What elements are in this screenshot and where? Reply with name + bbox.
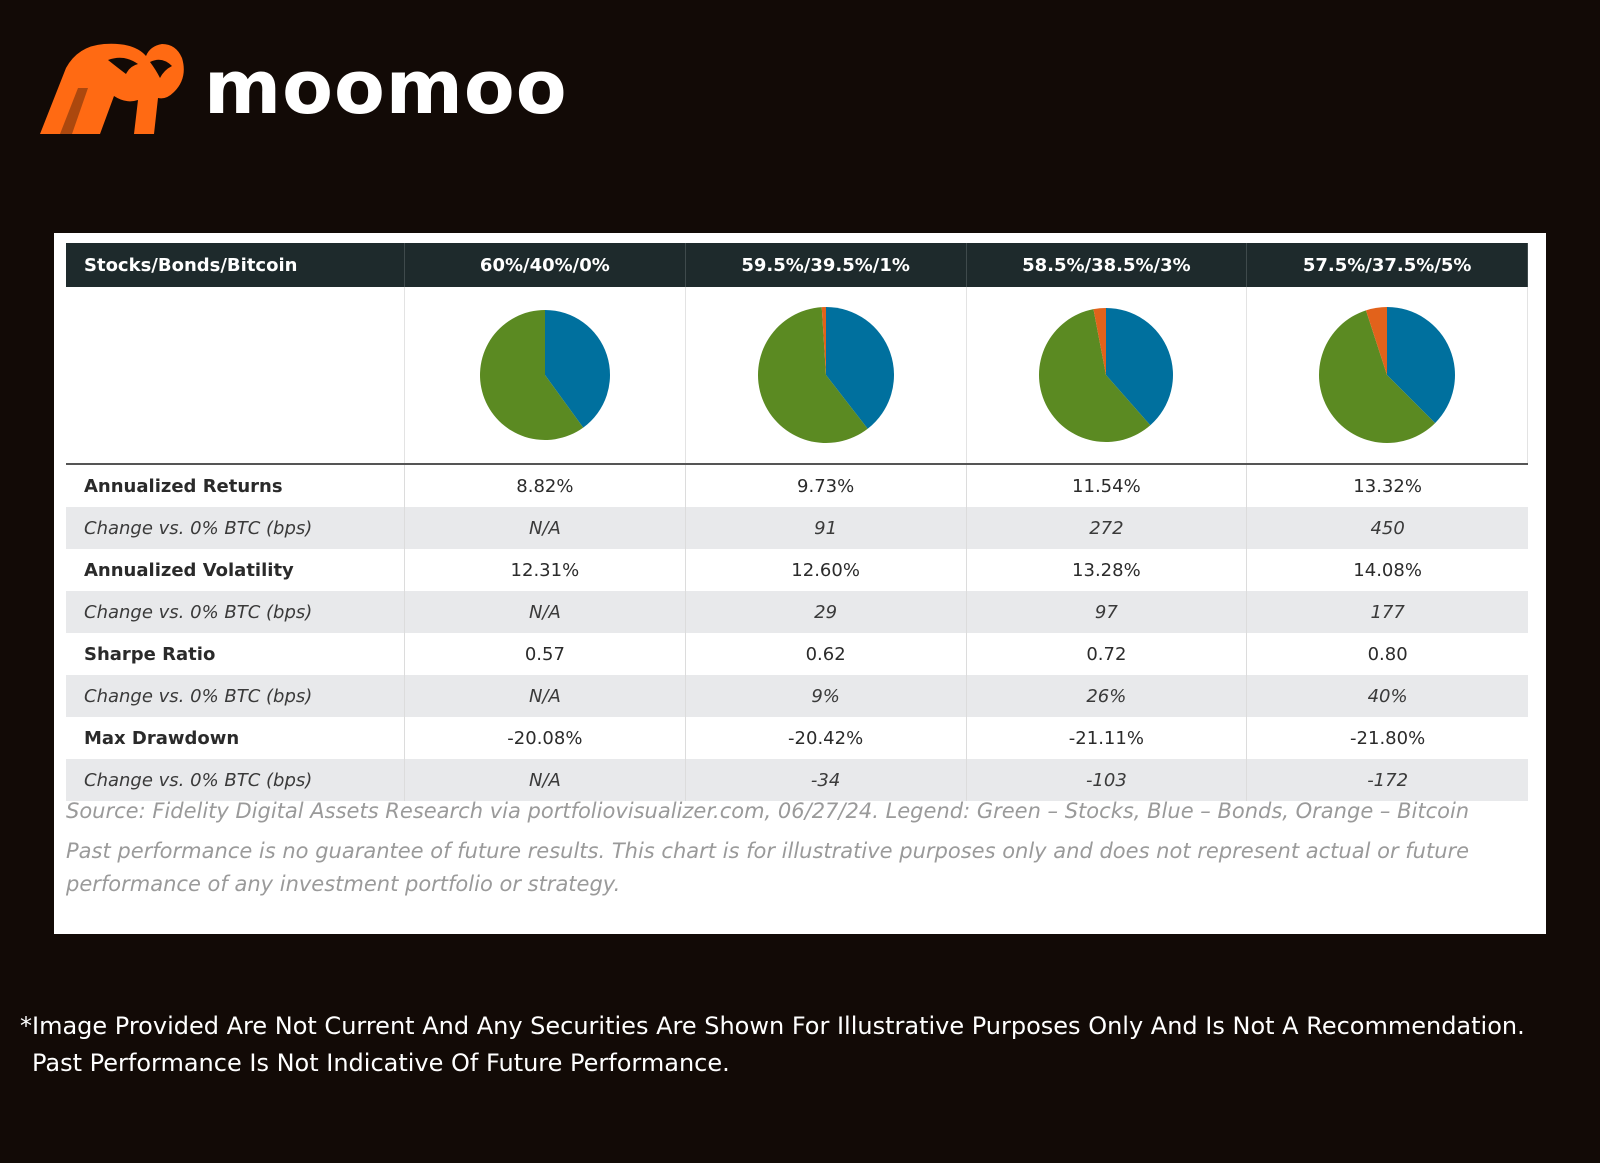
table-row bbox=[66, 591, 1528, 633]
value-cell: -103 bbox=[967, 759, 1248, 801]
chart-notes bbox=[66, 795, 1506, 901]
value-cell: 91 bbox=[686, 507, 967, 549]
header-portfolio-4: 57.5%/37.5%/5% bbox=[1247, 243, 1528, 287]
row-label: Change vs. 0% BTC (bps) bbox=[66, 759, 405, 801]
row-label: Annualized Returns bbox=[66, 465, 405, 507]
disclaimer-line-2: Past Performance Is Not Indicative Of Future Performance. bbox=[32, 1049, 730, 1077]
value-cell: 97 bbox=[967, 591, 1248, 633]
row-label: Change vs. 0% BTC (bps) bbox=[66, 675, 405, 717]
value-cell: -172 bbox=[1247, 759, 1528, 801]
pie-chart-3 bbox=[1031, 300, 1181, 450]
value-cell: N/A bbox=[405, 591, 686, 633]
value-cell: N/A bbox=[405, 675, 686, 717]
row-label: Annualized Volatility bbox=[66, 549, 405, 591]
value-cell: 11.54% bbox=[967, 465, 1248, 507]
table-header-row bbox=[66, 243, 1528, 287]
pie-row-label bbox=[66, 287, 405, 463]
pie-chart-2 bbox=[751, 300, 901, 450]
pie-row bbox=[66, 287, 1528, 465]
row-label: Change vs. 0% BTC (bps) bbox=[66, 507, 405, 549]
value-cell: N/A bbox=[405, 759, 686, 801]
table-row bbox=[66, 465, 1528, 507]
value-cell: 13.28% bbox=[967, 549, 1248, 591]
value-cell: 177 bbox=[1247, 591, 1528, 633]
header-portfolio-3: 58.5%/38.5%/3% bbox=[967, 243, 1248, 287]
source-note: Source: Fidelity Digital Assets Research via portfoliovisualizer.com, 06/27/24. Legend: Green – Stocks, Blue – Bonds, Orange – Bitcoin bbox=[66, 799, 1470, 823]
table-row bbox=[66, 675, 1528, 717]
bull-head-icon bbox=[38, 38, 188, 138]
metric-rows bbox=[66, 465, 1528, 801]
brand-name: moomoo bbox=[204, 45, 568, 131]
value-cell: 26% bbox=[967, 675, 1248, 717]
value-cell: 0.72 bbox=[967, 633, 1248, 675]
disclaimer-line-1: *Image Provided Are Not Current And Any Securities Are Shown For Illustrative Purposes Only And Is Not A Recommendation. bbox=[20, 1012, 1525, 1040]
value-cell: 40% bbox=[1247, 675, 1528, 717]
value-cell: 272 bbox=[967, 507, 1248, 549]
brand-header bbox=[38, 38, 568, 138]
header-portfolio-1: 60%/40%/0% bbox=[405, 243, 686, 287]
pie-chart-4 bbox=[1312, 300, 1462, 450]
performance-note: Past performance is no guarantee of future results. This chart is for illustrative purposes only and does not represent actual or future performance of any investment portfolio or strategy. bbox=[66, 839, 1470, 896]
chart-card bbox=[54, 233, 1546, 934]
value-cell: -20.42% bbox=[686, 717, 967, 759]
value-cell: -21.11% bbox=[967, 717, 1248, 759]
table-row bbox=[66, 507, 1528, 549]
comparison-table bbox=[66, 243, 1528, 801]
pie-chart-1 bbox=[470, 300, 620, 450]
header-portfolio-2: 59.5%/39.5%/1% bbox=[686, 243, 967, 287]
row-label: Max Drawdown bbox=[66, 717, 405, 759]
value-cell: 0.62 bbox=[686, 633, 967, 675]
value-cell: 14.08% bbox=[1353, 559, 1422, 581]
value-cell: -21.80% bbox=[1350, 727, 1426, 749]
value-cell: 12.31% bbox=[405, 549, 686, 591]
value-cell: 13.32% bbox=[1353, 475, 1422, 497]
header-label: Stocks/Bonds/Bitcoin bbox=[66, 243, 405, 287]
row-label: Change vs. 0% BTC (bps) bbox=[66, 591, 405, 633]
row-label: Sharpe Ratio bbox=[66, 633, 405, 675]
table-row bbox=[66, 549, 1528, 591]
value-cell: -34 bbox=[686, 759, 967, 801]
disclaimer bbox=[20, 1008, 1580, 1082]
value-cell: 8.82% bbox=[405, 465, 686, 507]
value-cell: 12.60% bbox=[686, 549, 967, 591]
value-cell: 450 bbox=[1247, 507, 1528, 549]
value-cell: 29 bbox=[686, 591, 967, 633]
value-cell: 9.73% bbox=[686, 465, 967, 507]
value-cell: 0.57 bbox=[405, 633, 686, 675]
table-row bbox=[66, 717, 1528, 759]
value-cell: N/A bbox=[405, 507, 686, 549]
value-cell: -20.08% bbox=[405, 717, 686, 759]
value-cell: 0.80 bbox=[1367, 643, 1408, 665]
value-cell: 9% bbox=[686, 675, 967, 717]
table-row bbox=[66, 633, 1528, 675]
